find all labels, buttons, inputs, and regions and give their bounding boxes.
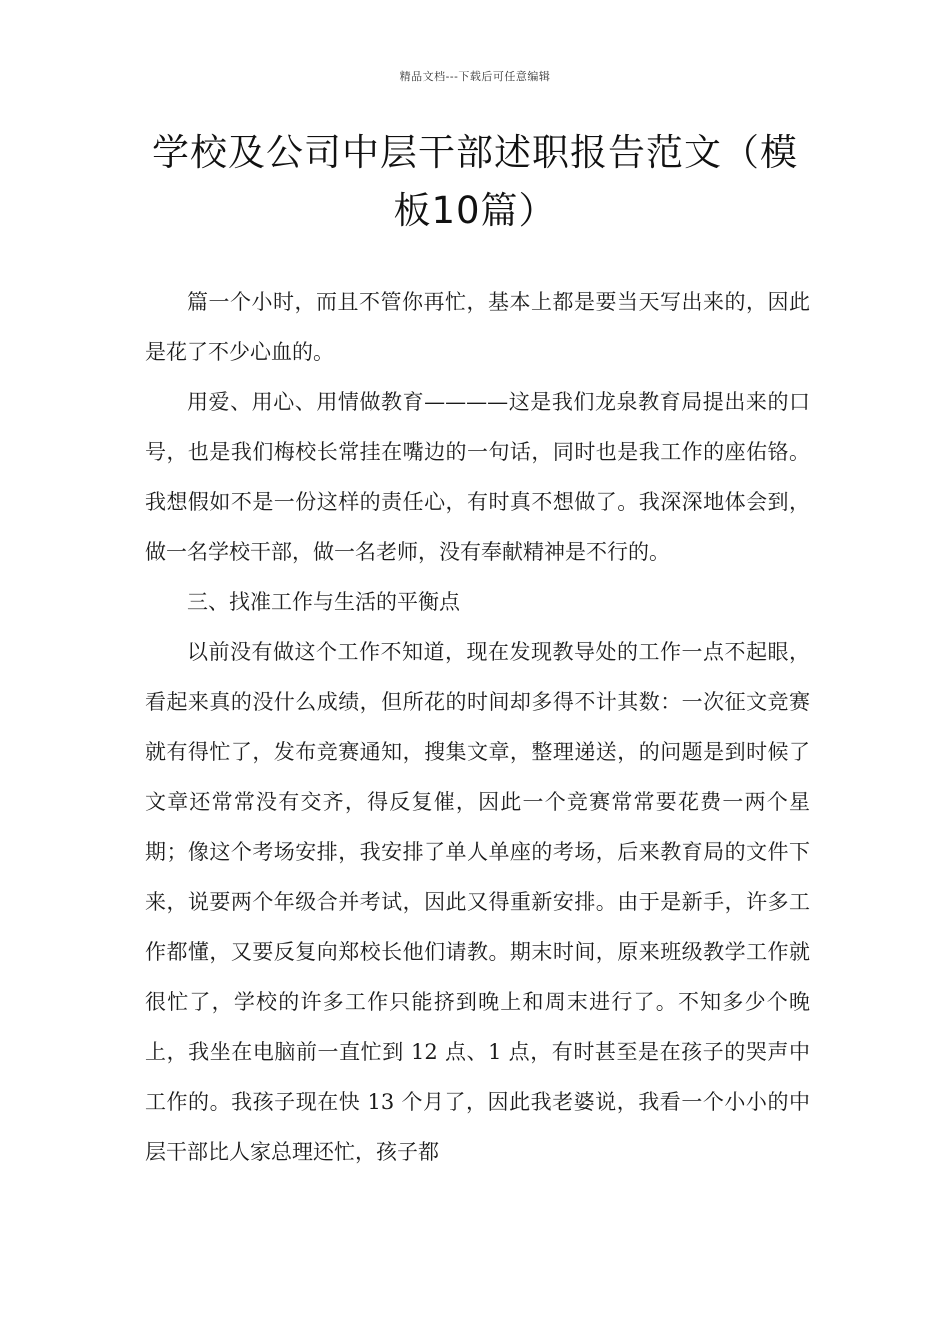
section-heading: 三、找准工作与生活的平衡点: [187, 590, 460, 614]
header-note: 精品文档---下载后可任意编辑: [399, 70, 551, 83]
document-body: [145, 277, 810, 1177]
document-title: [120, 124, 830, 240]
paragraph: 用爱、用心、用情做教育————这是我们龙泉教育局提出来的口号，也是我们梅校长常挂在嘴边的一句话，同时也是我工作的座佑铬。我想假如不是一份这样的责任心，有时真不想做了。我深深地体会到，做一名学校干部，做一名老师，没有奉献精神是不行的。: [145, 390, 810, 564]
paragraph: 以前没有做这个工作不知道，现在发现教导处的工作一点不起眼，看起来真的没什么成绩，但所花的时间却多得不计其数：一次征文竞赛就有得忙了，发布竞赛通知，搜集文章，整理递送，的问题是到时候了文章还常常没有交齐，得反复催，因此一个竞赛常常要花费一两个星期；像这个考场安排，我安排了单人单座的考场，后来教育局的文件下来，说要两个年级合并考试，因此又得重新安排。由于是新手，许多工作都懂，又要反复向郑校长他们请教。期末时间，原来班级教学工作就很忙了，学校的许多工作只能挤到晚上和周末进行了。不知多少个晚上，我坐在电脑前一直忙到 12 点、1 点，有时甚至是在孩子的哭声中工作的。我孩子现在快 13 个月了，因此我老婆说，我看一个小小的中层干部比人家总理还忙，孩子都: [145, 640, 810, 1164]
document-title-line-2: 板10篇）: [393, 189, 557, 232]
document-title-line-1: 学校及公司中层干部述职报告范文（模: [152, 131, 798, 174]
paragraph: 篇一个小时，而且不管你再忙，基本上都是要当天写出来的，因此是花了不少心血的。: [145, 290, 810, 364]
